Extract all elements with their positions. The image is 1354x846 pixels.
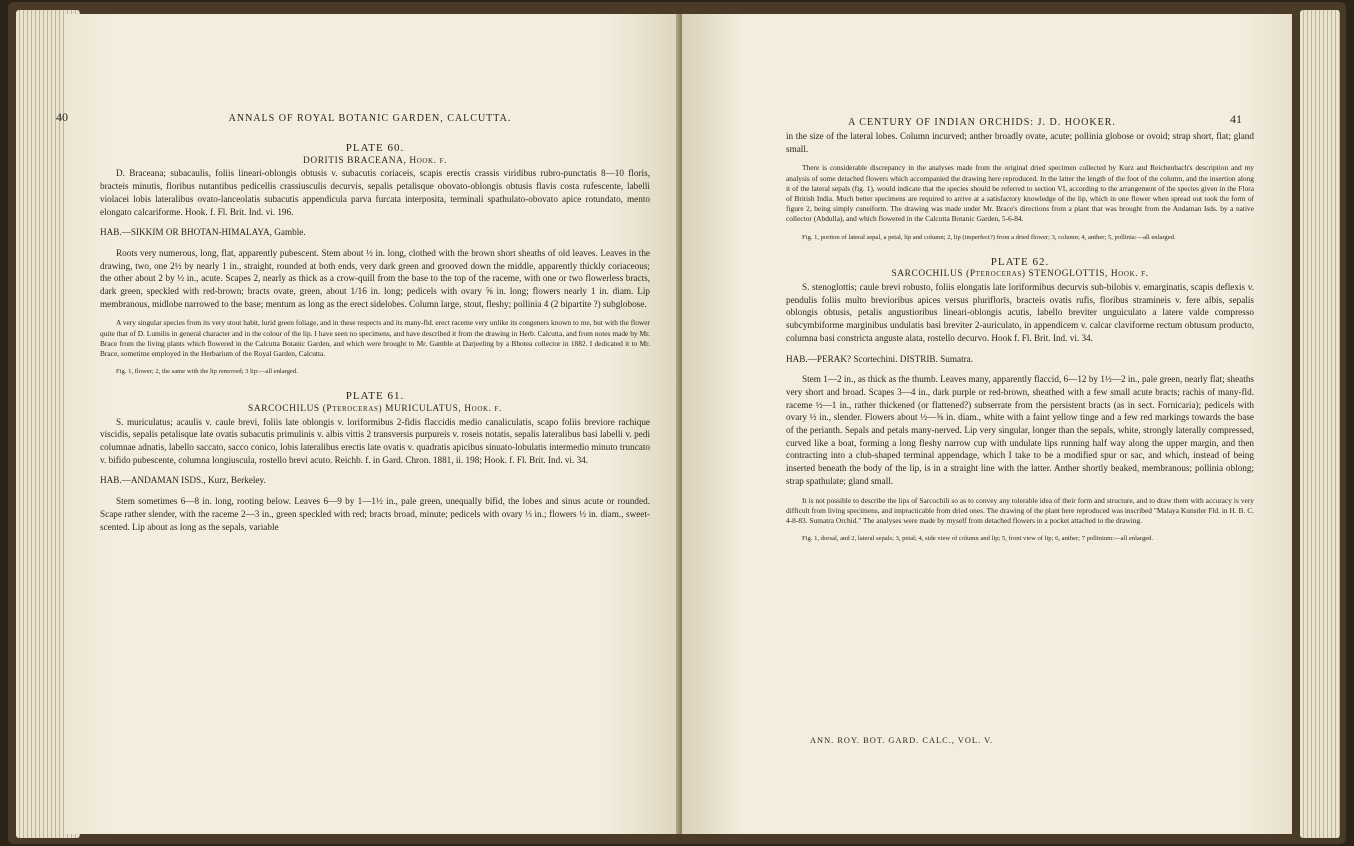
plate-61-description: Stem sometimes 6—8 in. long, rooting below. Leaves 6—9 by 1—1½ in., pale green, unequally bifid, the lobes and sinus acute or rounded. Scape rather slender, with the raceme 2—3 in., green speckled with red; bracts broad, minute; pedicels with ovary ⅓ in.; flowers ½ in. diam., sweet-scented. Lip about as long as the sepals, variable [100, 496, 650, 532]
plate-60-habitat: HAB.—SIKKIM OR BHOTAN-HIMALAYA, Gamble. [100, 227, 306, 238]
running-head: ANNALS OF ROYAL BOTANIC GARDEN, CALCUTTA. [228, 113, 512, 124]
running-head: A CENTURY OF INDIAN ORCHIDS: J. D. HOOKER. [848, 117, 1116, 128]
plate-61-title: PLATE 61. [345, 390, 405, 403]
page-number: 40 [56, 110, 68, 124]
plate-61-figure-caption: Fig. 1, portion of lateral sepal, a petal, lip and column; 2, lip (imperfect?) from a dried flower; 3, column; 4, anther; 5, pollinia:—all enlarged. [802, 233, 1176, 241]
plate-62-latin-description: S. stenoglottis; caule brevi robusto, foliis elongatis late loriformibus decurvis sub-bilobis v. emarginatis, scapis deflexis v. pendulis foliis multo brevioribus apices versus pluriflorīs, bracteis ovatis rufis, floribus stramineis v. fere albis, sepalis oblongis obtusis, petalis angustioribus lineari-oblongis acutis, labello breviter unguiculato a latere valde compresso subcymbiforme marginibus undulatis basi breviter 2-auriculato, in appendicem v. calcar claviforme rectum obtusum producto, columna basi constricta anguste alata, rostello decurvo. Hook f. Fl. Brit. Ind. vi. 34. [786, 282, 1254, 343]
plate-60-species: DORITIS BRACEANA, Hook. f. [302, 155, 448, 166]
plate-60-description: Roots very numerous, long, flat, apparently pubescent. Stem about ½ in. long, clothed with the brown short sheaths of old leaves. Leaves in the drawing, two, one 2½ by nearly 1 in., straight, rounded at both ends, very dark green and grooved down the middle, apparently thickly coriaceous; the other about 2 by ½ in., acute. Scapes 2, nearly as thick as a crow-quill from the base to the top of the raceme, with one or two flowerless bracts, dark green, speckled with red-brown; bracts ovate, green, about 1/16 in. long; pedicels with ovary ⅝ in. long; flowers nearly 1 in. diam. Lip membranous, midlobe narrowed to the base; mentum as long as the erect sidelobes. Column large, stout, fleshy; pollinia 4 (2 bipartite ?) subglobose. [100, 247, 650, 309]
plate-61-habitat: HAB.—ANDAMAN ISDS., Kurz, Berkeley. [100, 475, 266, 486]
plate-61-species: SARCOCHILUS (Pteroceras) MURICULATUS, Hook. f. [248, 403, 502, 414]
plate-60-latin-description: D. Braceana; subacaulis, foliis lineari-oblongis obtusis v. subacutis coriaceis, scapis erectis crassis viridibus rubro-punctatis 8—10 floris, bracteis minutis, floribus nutantibus pedicellis crassiusculis decurvis, sepalis petalisque obovato-oblongis obtusis flavis costa rufescente, labelli violacei lobis lateralibus ovato-lanceolatis subacutis appendicula parva furcata interposita, terminali spathulato-obovato apice rotundato, mento elongato calcariforme. Hook. f. Fl. Brit. Ind. vi. 196. [100, 168, 650, 217]
plate-62-note: It is not possible to describe the lips of Sarcochili so as to convey any tolerable idea of their form and structure, and to draw them with accuracy is very difficult from living specimens, and impracticable from dried ones. The drawing of the plant here reproduced was inscribed "Malaya Kunstler Fld. in H. B. C. 4-8-83. Sumatra Orchid." The analyses were made by myself from detached flowers in a pocket attached to the drawing. [786, 495, 1254, 525]
plate-61-latin-description: S. muriculatus; acaulis v. caule brevi, foliis late oblongis v. loriformibus 2-fidis flaccidis medio canaliculatis, scapo foliis breviore rachique viscidis, sepalis petalisque late ovatis subacutis primulinis v. albis vittis 2 transversis purpureis v. roseis notatis, sepalis lateralibus basi labelli v. pedi columnae adnatis, labello saccato, sacco conico, lobis lateralibus erectis late ovatis v. quadratis apicibus sinuato-lobulatis intermedio minuto truncato v. bifido pubescente, columna longiuscula, rostello brevi acuto. Reichb. f. in Gard. Chron. 1881, ii. 198; Hook. f. Fl. Brit. Ind. vi. 34. [100, 416, 650, 465]
plate-61-discussion: There is considerable discrepancy in the analyses made from the original dried specimen collected by Kurz and Reichenbach's description and my analysis of some detached flowers which accompanied the drawing here reproduced. In the latter the length of the foot of the column, and the insertion along it of the lateral sepals (fig. 1), would indicate that the species should be referred to section VI, according to the arrangement of the species given in the Flora of British India. Much better specimens are required to arrive at a satisfactory knowledge of the lip, which in one flower when spread out took the form of figure 2, being simply cuneiform. The drawing was made under Mr. Brace's directions from a plant that was brought from the Andaman Isds. by a native collector (Abdulla), and which flowered in the Calcutta Botanic Garden, 5-6-84. [786, 163, 1254, 224]
right-page [682, 14, 1292, 834]
plate-60-figure-caption: Fig. 1, flower; 2, the same with the lip removed; 3 lip:—all enlarged. [116, 368, 298, 376]
plate-62-title: PLATE 62. [990, 255, 1050, 268]
page-footer: ANN. ROY. BOT. GARD. CALC., VOL. V. [810, 736, 994, 745]
plate-61-continuation: in the size of the lateral lobes. Column incurved; anther broadly ovate, acute; pollinia globose or ovoid; strap short, flat; gland small. [786, 131, 1254, 154]
page-number: 41 [1230, 112, 1242, 126]
plate-62-species: SARCOCHILUS (Pteroceras) STENOGLOTTIS, Hook. f. [891, 269, 1149, 280]
plate-62-figure-caption: Fig. 1, dorsal, and 2, lateral sepals; 3, petal; 4, side view of column and lip; 5, front view of lip; 6, anther; 7 pollinium:—all enlarged. [802, 535, 1154, 543]
plate-62-habitat: HAB.—PERAK? Scortechini. DISTRIB. Sumatra. [786, 353, 974, 364]
left-page [56, 14, 680, 834]
plate-62-description: Stem 1—2 in., as thick as the thumb. Leaves many, apparently flaccid, 6—12 by 1½—2 in., pale green, nearly flat; sheaths very short and broad. Scapes 3—4 in., dark purple or red-brown, sheathed with a few small acute bracts; rachis of many-fld. raceme ½—1 in., rather thickened (or flattened?) subserrate from the persistent bracts (as in sect. Fornicaria); pedicels with ovary ½ in., slender. Flowers about ½—⅝ in. diam., white with a faint yellow tinge and a few red markings towards the base of the perianth. Sepals and petals many-nerved. Lip very singular, longer than the sepals, white, strongly laterally compressed, curved like a boat, forming a long fleshy narrow cup with undulate lips running half way along the upper margin, and then contracting into a club-shaped terminal appendage, which I take to be a modified spur or sac, and which, instead of being inserted beneath the body of the lip, is in a straight line with the latter. Anther shortly beaked, membranous; pollinia oblong; strap spathulate; gland small. [786, 374, 1254, 486]
left-page-text [100, 142, 650, 533]
plate-60-title: PLATE 60. [345, 142, 405, 154]
right-page-edges [1300, 10, 1340, 838]
plate-60-note: A very singular species from its very stout habit, lurid green foliage, and in these respects and its many-fld. erect raceme very unlike its congeners known to me, but with the flower quite that of D. Lumilis in general character and in the colour of the lip. I have seen no specimens, and have described it from the drawing in Herb. Calcutta, and from notes made by Mr. Brace from the living plants which flowered in the Calcutta Botanic Garden, and which were brought to Mr. Gamble at Darjeeling by a Bhotea collector in 1882. I dedicated it to Mr. Brace, sometime employed in the Herbarium of the Royal Garden, Calcutta. [100, 318, 650, 359]
right-page-text [786, 130, 1254, 543]
